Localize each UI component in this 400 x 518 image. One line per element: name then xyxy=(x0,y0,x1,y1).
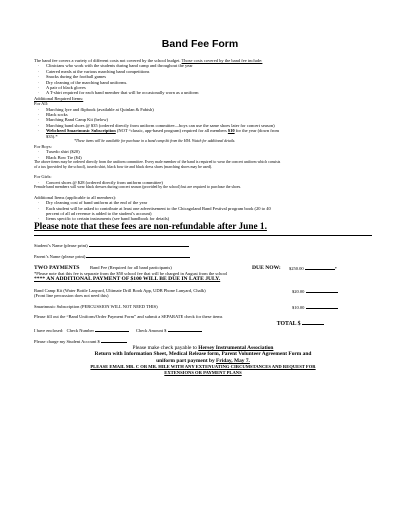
two-payments-row: TWO PAYMENTS Band Fee (Required for all band participants) DUE NOW: $250.00 * xyxy=(34,264,337,271)
list-item: · A pair of black gloves xyxy=(46,85,372,90)
charge-amount-line[interactable] xyxy=(101,338,127,343)
check-number-line[interactable] xyxy=(95,327,129,332)
enclosed-row: I have enclosed: Check Number Check Amount $ xyxy=(34,327,372,333)
band-fee-line[interactable] xyxy=(305,265,335,270)
list-item: · Marching Band Camp Kit (below) xyxy=(46,117,372,122)
list-item: · Items specific to certain instruments (see band handbook for details) xyxy=(46,216,372,221)
list-item: · Snacks during the football games xyxy=(46,74,372,79)
student-name-line[interactable] xyxy=(89,242,189,247)
school-fee-note: *Please note that this fee is separate from the $50 school fee that will be charged in August from the school xyxy=(34,271,228,277)
form-title: Band Fee Form xyxy=(161,38,239,50)
list-item: · A T-shirt required for each band member that will be occasionally worn as a uniform xyxy=(46,90,372,95)
intro-paragraph: The band fee covers a variety of different costs not covered by the school budget. Those costs covered by the band fee include: xyxy=(34,58,263,63)
required-heading: Additional Required Items: xyxy=(34,95,84,101)
list-item: · Concert shoes @ $28 (ordered directly from uniform committee) xyxy=(46,180,372,185)
email-line-1: PLEASE EMAIL MR. C OR MR. HILE WITH ANY EXTENUATING CIRCUMSTANCES AND REQUEST FOR xyxy=(90,364,316,370)
parent-name-line[interactable] xyxy=(86,253,190,258)
list-item: · Catered meals at the various marching band competitions xyxy=(46,69,372,74)
smartmusic-row: Smartmusic Subscription (PERCUSSION WILL NOT NEED THIS) $10.00 xyxy=(34,304,372,309)
for-girls-list xyxy=(34,180,372,185)
fill-out-instructions: Please fill out the “Band Uniform/Order Payment Form” and submit a SEPARATE check for these items xyxy=(34,314,223,320)
camp-kit-line[interactable] xyxy=(306,288,338,293)
for-boys-list xyxy=(34,149,372,160)
for-all-label: For All: xyxy=(34,101,49,107)
for-girls-label: For Girls: xyxy=(34,174,52,180)
non-refundable-notice: Please note that these fees are non-refundable after June 1. xyxy=(34,221,267,232)
list-item: · Dry cleaning cost of band uniform at the end of the year xyxy=(46,200,372,205)
uniform-payment-line: uniform part payment by Friday, May 7. xyxy=(156,357,250,364)
charge-account-row: Please charge my Student Account $ xyxy=(34,338,372,344)
list-item: · Black Bow Tie ($4) xyxy=(46,155,372,160)
for-all-list xyxy=(34,107,372,139)
email-line-2: EXTENSIONS OR PAYMENT PLANS xyxy=(164,369,242,375)
list-item: · Webcheed Smartmusic Subscription (NOT “classic, app-based program) required for all members $10 for the year (down from $35).* xyxy=(46,128,372,139)
divider xyxy=(34,235,372,236)
for-boys-label: For Boys: xyxy=(34,143,52,149)
list-item: · Marching band shoes @ $35 (ordered directly from uniform committee—boys can use the same shoes later for concert season) xyxy=(46,123,372,128)
list-item: · Each student will be asked to contribute at least one advertisement to the Chicagoland Band Festival program book (20 to 40 percent of all ad revenue is added to the student’s account) xyxy=(46,206,372,217)
payable-line: Please make check payable to Hersey Instrumental Association xyxy=(132,344,274,351)
boys-note: The above items may be ordered directly from the uniform committee. Every male member of the band is required to wear the concert uniform which consists of a tux (provided by the school), tuxedo shirt, black bow tie and black dress shoes (marching shoes may be used). xyxy=(34,159,281,169)
kit-note: *These items will be available for purchase in a band camp kit from the HIA. Watch for additional details. xyxy=(74,139,236,144)
form-body xyxy=(34,58,372,375)
camp-kit-note: (Front line percussion does not need this) xyxy=(34,293,109,299)
smartmusic-line[interactable] xyxy=(306,304,338,309)
additional-payment-notice: **** AN ADDITIONAL PAYMENT OF $100 WILL BE DUE IN LATE JULY. xyxy=(34,276,221,283)
list-item: · Dry cleaning of the marching band uniforms. xyxy=(46,80,372,85)
list-item: · Marching lyre and flipbook (available at Quinlan & Fabish) xyxy=(46,107,372,112)
covered-items-list xyxy=(34,63,372,95)
list-item: · Black socks xyxy=(46,112,372,117)
girls-note: Female band members will wear black dresses during concert season (provided by the school) but are required to purchase the shoes. xyxy=(34,185,242,190)
total-line[interactable] xyxy=(302,320,324,325)
additional-items-label: Additional Items (applicable to all members): xyxy=(34,194,117,200)
additional-items-list xyxy=(34,200,372,222)
list-item: · Tuxedo shirt ($20) xyxy=(46,149,372,154)
camp-kit-row: Band Camp Kit (Water Bottle Lanyard, Ultimate Drill Book App, UDB Phone Lanyard, Chalk) $20.00 xyxy=(34,288,372,293)
list-item: · Clinicians who work with the students during band camp and throughout the year xyxy=(46,63,372,68)
parent-name-field[interactable]: Parent’s Name (please print) xyxy=(34,253,372,259)
student-name-field[interactable]: Student’s Name (please print) xyxy=(34,242,372,248)
return-line: Return with Information Sheet, Medical Release form, Parent Volunteer Agreement Form and xyxy=(94,351,312,358)
check-amount-line[interactable] xyxy=(168,327,202,332)
total-row: TOTAL $ xyxy=(34,320,372,327)
